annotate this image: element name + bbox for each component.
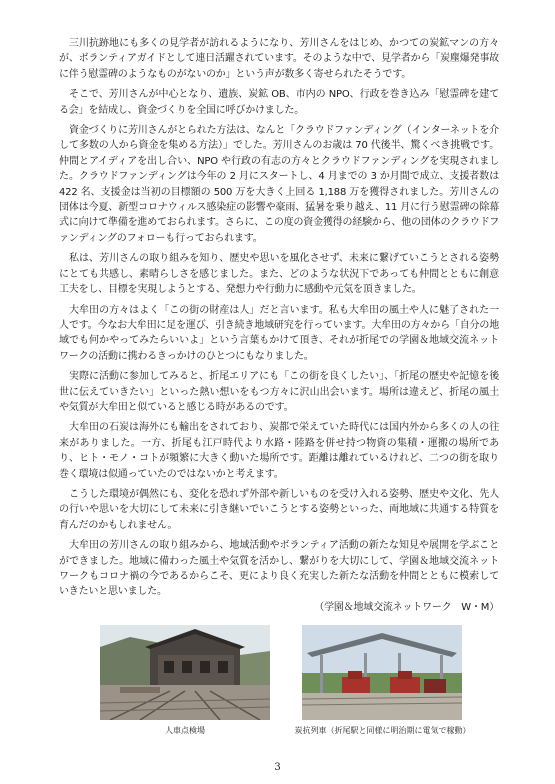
paragraph-final — [59, 538, 499, 615]
paragraph: 大牟田の方々はよく「この街の財産は人」だと言います。私も大牟田の風土や人に魅了された一人です。今なお大牟田に足を運び、引き続き地域研究を行っています。大牟田の方々から「自分の地域でも何かやってみたらいいよ」という言葉もかけて頂き、それが折尾での学園＆地域交流ネットワークの活動に携わるきっかけのひとつにもなりました。 — [59, 304, 499, 362]
photo-coal-train — [302, 625, 462, 720]
paragraph: 実際に活動に参加してみると、折尾エリアにも「この街を良くしたい」、「折尾の歴史や記憶を後世に伝えていきたい」といった熱い想いをもつ方々に沢山出会います。場所は違えど、折尾の風土や気質が大牟田と似ていると感じる時があるのです。 — [59, 371, 499, 413]
photo-caption: 炭抗列車（折尾駅と同様に明治期に電気で稼動） — [294, 726, 471, 735]
photo-image — [100, 625, 270, 720]
paragraph-text: 大牟田の芳川さんの取り組みから、地域活動やボランティア活動の新たな知見や展開を学ぶことができました。地域に備わった風土や気質を活かし、繋がりを大切にして、学園＆地域交流ネットワークもコロナ禍の今であるからこそ、更により良く充実した新たな活動を仲間とともに模索していきたいと思いました。 — [59, 540, 499, 598]
paragraph: 資金づくりに芳川さんがとられた方法は、なんと「クラウドファンディング（インターネットを介して多数の人から資金を集める方法）」でした。芳川さんのお歳は 70 代後半、驚くべき挑戦です。仲間とアイディアを出し合い、NPO や行政の有志の方々とクラウドファンディングを実現されました。クラウドファンディングは今年の 2 月にスタートし、4 月までの 3 か月間で成立、支援者数は 422 名、支援金は当初の目標額の 500 万を大きく上回る 1,188 万を獲得されました。芳川さんの団体は今夏、新型コロナウィルス感染症の影響や豪雨、猛暑を乗り越え、11 月に行う慰霊碑の除幕式に向けて準備を進めておられます。さらに、この度の資金獲得の経験から、他の団体のクラウドファンディングのフォローも行っておられます。 — [59, 125, 499, 244]
page-number: 3 — [274, 762, 281, 773]
paragraph: 私は、芳川さんの取り組みを知り、歴史や思いを風化させず、未来に繋げていこうとされる姿勢にとても共感し、素晴らしさを感じました。また、どのような状況下であっても仲間とともに創意工夫をし、目標を実現しようとする、発想力や行動力に感動や元気を頂きました。 — [59, 253, 499, 296]
photo-image — [302, 625, 462, 720]
paragraph: 大牟田の石炭は海外にも輸出をされており、炭都で栄えていた時代には国内外から多くの人の往来がありました。一方、折尾も江戸時代より水路・陸路を併せ持つ物資の集積・運搬の場所であり、ヒト・モノ・コトが頻繁に大きく動いた場所です。距離は離れているけれど、二つの街を取り巻く環境は似通っていたのではないかと考えます。 — [59, 422, 499, 480]
photo-inspection-building — [100, 625, 270, 720]
paragraph: そこで、芳川さんが中心となり、遺族、炭鉱 OB、市内の NPO、行政を巻き込み「慰霊碑を建てる会」を結成し、資金づくりを全国に呼びかけました。 — [59, 89, 499, 116]
article-body — [59, 36, 499, 620]
photo-caption: 人車点検場 — [165, 726, 205, 735]
paragraph: こうした環境が偶然にも、変化を恐れず外部や新しいものを受け入れる姿勢、歴史や文化、先人の行いや思いを大切にして未来に引き継いでいこうとする姿勢といった、両地域に共通する特質を育んだのかもしれません。 — [59, 488, 499, 531]
author-signature: （学園＆地域交流ネットワーク W・M） — [314, 601, 499, 613]
paragraph: 三川抗跡地にも多くの見学者が訪れるようになり、芳川さんをはじめ、かつての炭鉱マンの方々が、ボランティアガイドとして連日活躍されています。そのような中で、見学者から「炭塵爆発事故に伴う慰霊碑のようなものがないのか」という声が数多く寄せられたそうです。 — [59, 38, 499, 80]
